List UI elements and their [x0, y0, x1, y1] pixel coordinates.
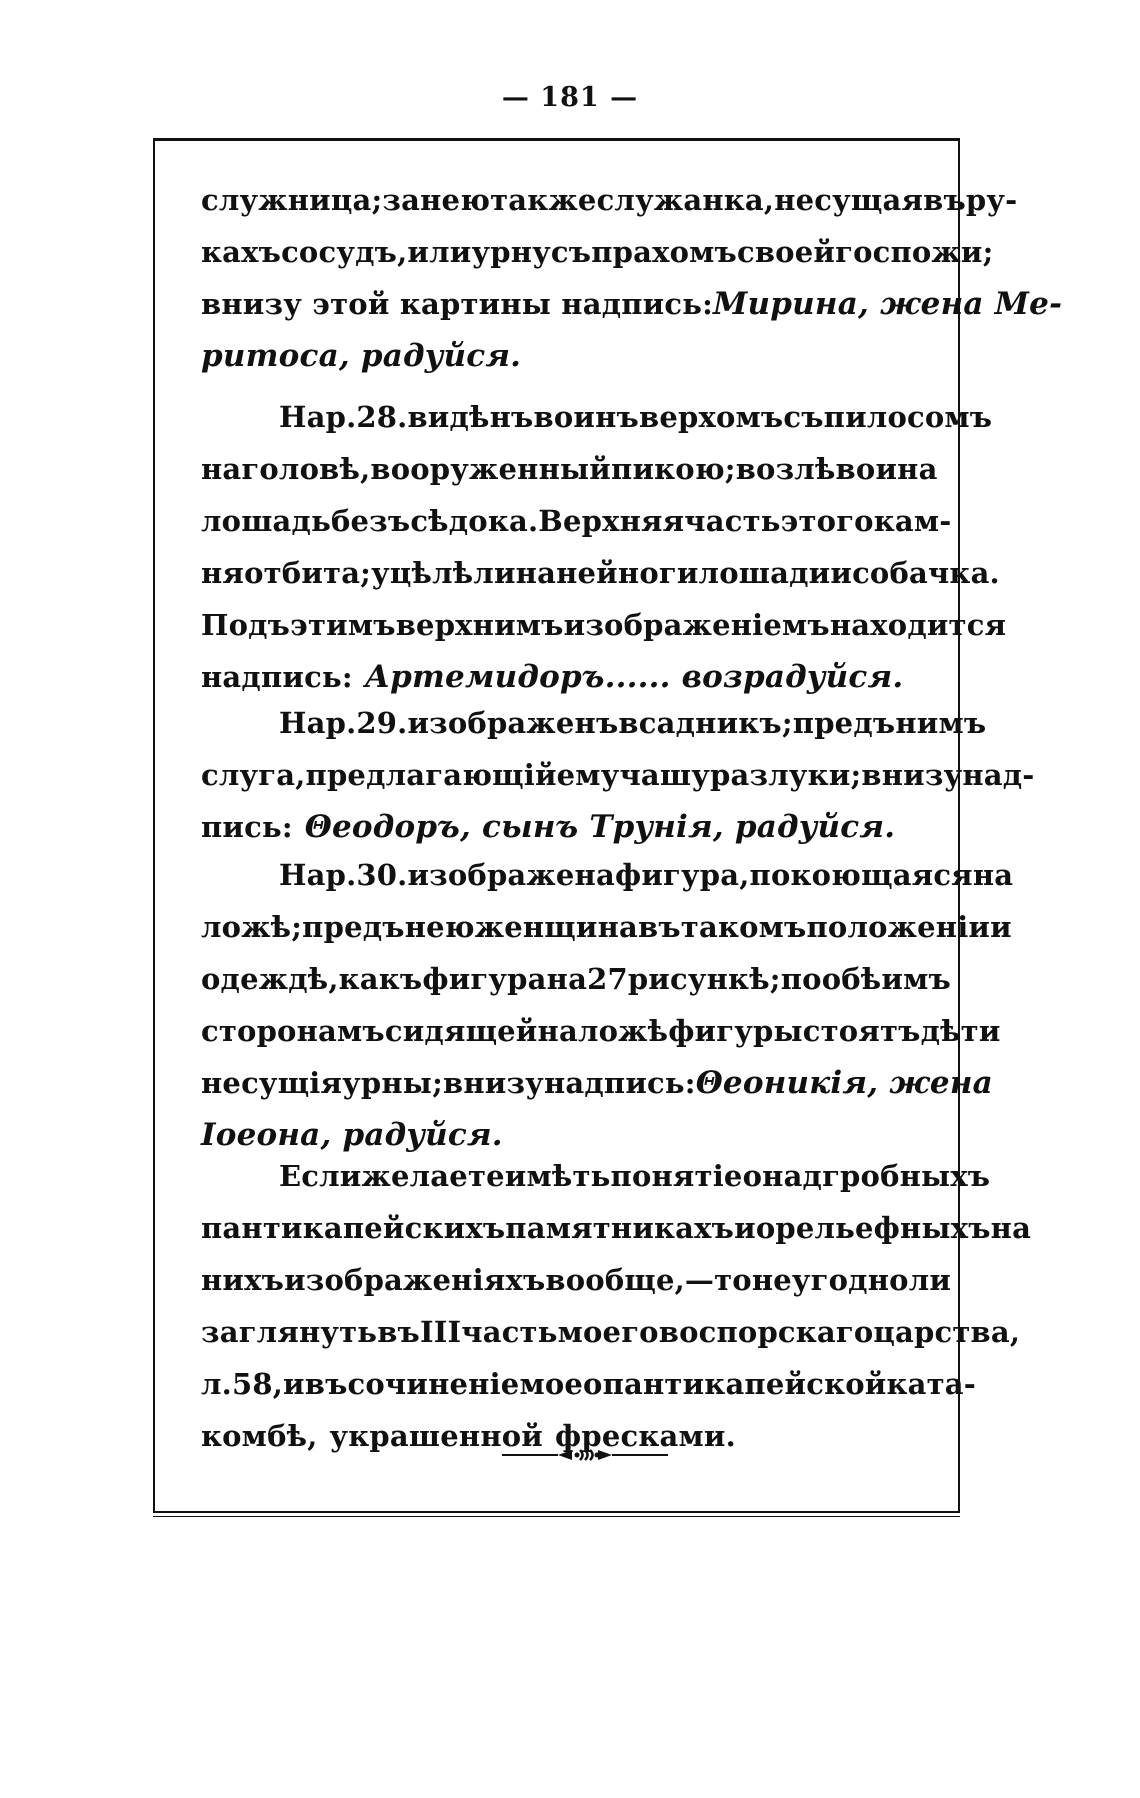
- word: сосудъ,: [281, 235, 408, 269]
- text-line: [201, 495, 952, 547]
- word: пилосомъ: [823, 400, 993, 434]
- word: на: [990, 1211, 1032, 1245]
- word: рельефныхъ: [775, 1211, 991, 1245]
- paragraph-3: [201, 697, 1035, 853]
- paragraph-5: [201, 1150, 1032, 1462]
- word: видѣнъ: [407, 400, 534, 434]
- word: часть: [461, 1315, 558, 1349]
- word: находится: [829, 608, 1007, 642]
- word: понятіе: [610, 1159, 743, 1193]
- word: и: [734, 1211, 756, 1245]
- word: о: [742, 1159, 763, 1193]
- word: уцѣлѣли: [371, 556, 516, 590]
- word: внизу: [442, 1066, 544, 1100]
- word: или: [407, 235, 472, 269]
- word: головѣ,: [241, 452, 371, 486]
- word: Подъ: [201, 608, 291, 642]
- word: кахъ: [201, 235, 282, 269]
- word: пантикапейскихъ: [201, 1211, 506, 1245]
- word: пикою;: [611, 452, 736, 486]
- text-line: [201, 749, 1035, 801]
- text-line: [201, 1358, 977, 1410]
- word: съ: [550, 235, 592, 269]
- paragraph-1: [201, 174, 1063, 382]
- word: украшенной: [329, 1419, 544, 1453]
- word: нихъ: [201, 1263, 285, 1297]
- word: въ: [637, 910, 681, 944]
- text-line: [201, 391, 993, 443]
- text-line: [201, 226, 994, 278]
- word: мое: [519, 1367, 584, 1401]
- word: ня: [201, 556, 245, 590]
- text-line: [201, 1150, 991, 1202]
- word: фигура,: [614, 858, 750, 892]
- word: стоятъ: [802, 1014, 921, 1048]
- word: На: [279, 400, 326, 434]
- word: по: [780, 962, 822, 996]
- word: чашу: [619, 758, 711, 792]
- word: надгробныхъ: [762, 1159, 991, 1193]
- text-line: [201, 1306, 1021, 1358]
- text-line: [201, 1202, 1032, 1254]
- word: р.: [325, 858, 357, 892]
- word: фигура: [422, 962, 547, 996]
- word: ;: [432, 1066, 443, 1100]
- word: царства,: [873, 1315, 1021, 1349]
- text-run: внизу этой картины надпись:: [201, 287, 714, 321]
- word: служница;: [201, 183, 383, 217]
- word: ложѣ: [577, 1014, 669, 1048]
- text-line: [201, 801, 928, 853]
- italic-inscription: Артемидоръ...... возрадуйся.: [364, 659, 904, 695]
- end-ornament: [500, 1445, 670, 1465]
- italic-inscription: Θеоникія, жена: [695, 1065, 993, 1101]
- word: слуга,: [201, 758, 306, 792]
- italic-inscription: Θеодоръ, сынъ Трунія, радуйся.: [304, 809, 896, 845]
- text-frame: [153, 138, 1063, 1513]
- word: вообще,: [545, 1263, 685, 1297]
- word: ней: [556, 556, 618, 590]
- text-line: [201, 174, 1018, 226]
- word: предъ: [302, 910, 405, 944]
- word: желаете: [361, 1159, 505, 1193]
- word: на: [515, 556, 557, 590]
- word: фигуры: [668, 1014, 803, 1048]
- word: изображенъ: [407, 706, 619, 740]
- word: одеждѣ,: [201, 962, 339, 996]
- word: 30.: [356, 858, 408, 892]
- word: III: [419, 1315, 462, 1349]
- word: комбѣ,: [201, 1419, 318, 1453]
- word: госпожи;: [835, 235, 994, 269]
- word: предъ: [792, 706, 896, 740]
- word: прахомъ: [591, 235, 737, 269]
- word: сѣдока.: [410, 504, 539, 538]
- word: рисункѣ;: [627, 962, 781, 996]
- word: —: [684, 1263, 715, 1297]
- word: воина: [835, 452, 938, 486]
- word: 28.: [356, 400, 408, 434]
- paragraph-2: [201, 391, 1007, 703]
- word: дѣти: [920, 1014, 1001, 1048]
- word: безъ: [330, 504, 411, 538]
- text-line: [201, 651, 928, 703]
- word: фресками.: [555, 1419, 736, 1453]
- word: разлуки;: [710, 758, 862, 792]
- word: о: [583, 1367, 603, 1401]
- word: покоющаяся: [749, 858, 973, 892]
- word: изображеніемъ: [563, 608, 830, 642]
- word: л.: [201, 1367, 232, 1401]
- word: памятникахъ: [505, 1211, 735, 1245]
- word: ноги: [617, 556, 699, 590]
- text-line: [201, 1254, 952, 1306]
- word: На: [279, 858, 326, 892]
- text-line: [201, 849, 1014, 901]
- word: урны: [342, 1066, 433, 1100]
- word: этимъ: [290, 608, 396, 642]
- word: служанка,: [596, 183, 775, 217]
- text-line: [201, 547, 1000, 599]
- word: за: [382, 183, 421, 217]
- word: собачка.: [852, 556, 1000, 590]
- word: въ: [923, 183, 966, 217]
- word: несущія: [201, 1066, 343, 1100]
- word: ката-: [886, 1367, 977, 1401]
- word: 58,: [231, 1367, 284, 1401]
- word: пантикапейской: [602, 1367, 887, 1401]
- word: возлѣ: [735, 452, 836, 486]
- word: часть: [684, 504, 781, 538]
- word: воинъ: [533, 400, 639, 434]
- word: надпись:: [543, 1066, 696, 1100]
- word: всадникъ;: [618, 706, 793, 740]
- word: ему: [556, 758, 620, 792]
- word: отбита;: [244, 556, 372, 590]
- word: кам-: [873, 504, 952, 538]
- word: нею: [420, 183, 491, 217]
- word: р.: [325, 706, 357, 740]
- word: положеніи: [806, 910, 991, 944]
- word: изображеніяхъ: [284, 1263, 546, 1297]
- word: заглянуть: [201, 1315, 378, 1349]
- italic-inscription: Мирина, жена Ме-: [713, 286, 1063, 322]
- word: съ: [783, 400, 824, 434]
- word: 29.: [356, 706, 408, 740]
- word: лошадь: [201, 504, 331, 538]
- text-line: [201, 330, 928, 382]
- word: р.: [325, 400, 357, 434]
- text-line: [201, 1057, 993, 1109]
- word: въ: [304, 1367, 348, 1401]
- word: внизу: [861, 758, 963, 792]
- word: обѣимъ: [821, 962, 951, 996]
- word: ру-: [965, 183, 1018, 217]
- word: надпись:: [201, 660, 353, 694]
- word: вооруженный: [370, 452, 612, 486]
- word: неугодно: [751, 1263, 909, 1297]
- paragraph-4: [201, 849, 1014, 1161]
- word: на: [537, 1014, 578, 1048]
- word: На: [279, 706, 326, 740]
- word: также: [490, 183, 597, 217]
- word: и: [990, 910, 1012, 944]
- word: и: [283, 1367, 305, 1401]
- text-line: [201, 599, 1007, 651]
- text-line: [201, 697, 987, 749]
- word: имѣть: [504, 1159, 611, 1193]
- word: своей: [736, 235, 836, 269]
- word: предлагающій: [305, 758, 557, 792]
- text-line: [201, 443, 938, 495]
- word: какъ: [338, 962, 423, 996]
- word: на: [546, 962, 588, 996]
- text-line: [201, 901, 1012, 953]
- word: въ: [377, 1315, 420, 1349]
- word: женщина: [474, 910, 638, 944]
- word: Если: [279, 1159, 362, 1193]
- word: нимъ: [895, 706, 987, 740]
- word: пись:: [201, 810, 293, 844]
- word: лошади: [698, 556, 831, 590]
- word: на: [201, 452, 242, 486]
- word: ложѣ;: [201, 910, 303, 944]
- word: над-: [962, 758, 1035, 792]
- word: сторонамъ: [201, 1014, 385, 1048]
- word: несущая: [774, 183, 924, 217]
- text-line: [201, 953, 951, 1005]
- word: Верхняя: [538, 504, 685, 538]
- word: воспорскаго: [658, 1315, 874, 1349]
- word: этого: [780, 504, 874, 538]
- word: урну: [471, 235, 551, 269]
- word: на: [972, 858, 1014, 892]
- word: 27: [587, 962, 628, 996]
- page-number: — 181 —: [501, 82, 639, 113]
- text-line: [201, 278, 1063, 330]
- word: сочиненіе: [347, 1367, 520, 1401]
- word: нею: [404, 910, 475, 944]
- word: о: [755, 1211, 776, 1245]
- word: сидящей: [384, 1014, 538, 1048]
- word: верхомъ: [638, 400, 784, 434]
- word: изображена: [407, 858, 615, 892]
- italic-inscription: ритоса, радуйся.: [201, 338, 522, 374]
- text-line: [201, 1005, 1001, 1057]
- word: моего: [557, 1315, 659, 1349]
- word: такомъ: [680, 910, 807, 944]
- word: и: [830, 556, 853, 590]
- italic-inscription: Іоеона, радуйся.: [201, 1117, 503, 1153]
- word: то: [714, 1263, 752, 1297]
- word: верхнимъ: [395, 608, 564, 642]
- word: ли: [908, 1263, 952, 1297]
